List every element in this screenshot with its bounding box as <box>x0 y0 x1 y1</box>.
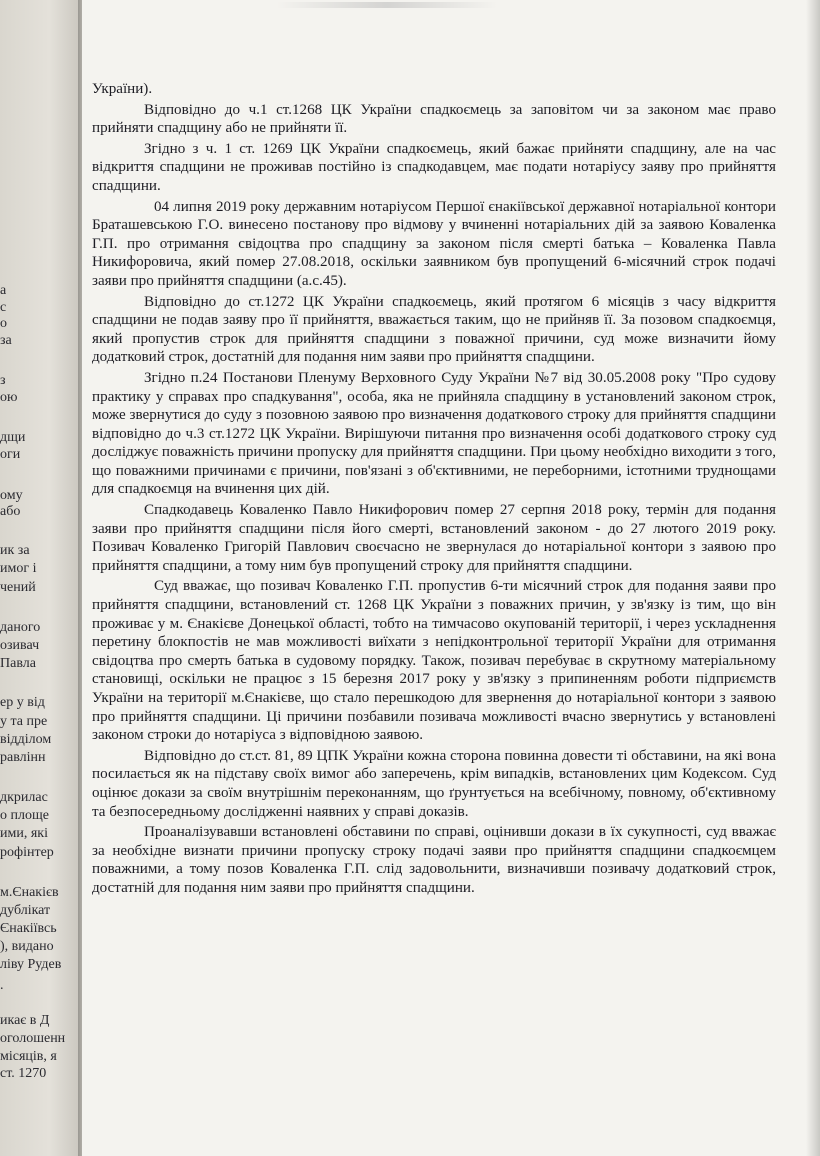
under-page-fragment: ст. 1270 <box>0 1066 47 1081</box>
paragraph: Відповідно до ч.1 ст.1268 ЦК України спадкоємець за заповітом чи за законом має право прийняти спадщину або не прийняти її. <box>92 101 776 137</box>
paragraph: Відповідно до ст.ст. 81, 89 ЦПК України кожна сторона повинна довести ті обставини, на які вона посилається як на підставу своїх вимог або заперечень, крім випадків, встановлених цим Кодексом. Суд оцінює докази за своїм внутрішнім переконанням, що ґрунтується на всебічному, повному, об'єктивному та безпосередньому дослідженні наявних у справі доказів. <box>92 747 776 820</box>
under-page-fragment: ому <box>0 488 23 503</box>
paragraph-continuation: України). <box>92 81 153 97</box>
under-page-fragment: дкрилас <box>0 790 48 805</box>
paragraph: Відповідно до ст.1272 ЦК України спадкоємець, який протягом 6 місяців з часу відкриття спадщини не подав заяву про її прийняття, вважається таким, що не прийняв її. За позовом спадкоємця, який пропустив строк для прийняття спадщини з поважної причини, суд може визначити йому додатковий строк, достатній для подання ним заяви про прийняття спадщини. <box>92 293 776 366</box>
underlying-page-edge <box>0 0 82 1156</box>
under-page-fragment: ик за <box>0 543 30 558</box>
paragraph: Проаналізувавши встановлені обставини по справі, оцінивши докази в їх сукупності, суд вважає за необхідне визнати причини пропуску строку подачі заяви про прийняття спадщини спадкоємцем поважними, а тому позов Коваленка Г.П. слід задовольнити, визначивши позивачу додатковий строк, достатній для подання ним заяви про прийняття спадщини. <box>92 824 776 896</box>
document-body <box>92 80 776 900</box>
under-page-fragment: чений <box>0 580 36 595</box>
under-page-fragment: озивач <box>0 638 40 653</box>
paragraph: Спадкодавець Коваленко Павло Никифорович помер 27 серпня 2018 року, термін для подання заяви про прийняття спадщини після його смерті, встановлений законом - до 27 лютого 2019 року. Позивач Коваленко Григорій Павлович своєчасно не звернулася до нотаріальної контори з заявою про прийняття спадщини, а тому ним був пропущений строку для прийняття спадщини. <box>92 502 776 574</box>
under-page-fragment: дщи <box>0 430 26 445</box>
under-page-fragment: місяців, я <box>0 1049 57 1064</box>
under-page-fragment: о площе <box>0 808 49 823</box>
under-page-fragment: равлінн <box>0 750 46 765</box>
under-page-fragment: ер у від <box>0 695 45 710</box>
under-page-fragment: відділом <box>0 732 52 747</box>
under-page-fragment: Єнакіївсь <box>0 921 57 936</box>
under-page-fragment: у та пре <box>0 714 48 729</box>
under-page-fragment: ими, які <box>0 826 48 841</box>
under-page-fragment: имог і <box>0 561 37 576</box>
page-right-edge <box>806 0 820 1156</box>
paragraph: Суд вважає, що позивач Коваленко Г.П. пропустив 6-ти місячний строк для подання заяви про прийняття спадщини, встановлений ст. 1268 ЦК України з поважних причин, у зв'язку із тим, що він проживає у м. Єнакієве Донецької області, тобто на тимчасово окупованій території, і через ускладнення перетину блокпостів не мав можливості виїхати з непідконтрольної території України для отримання свідоцтва про смерть батька в судовому порядку. Також, позивач перебуває в скрутному матеріальному становищі, оскільки не працює з 15 березня 2017 року у зв'язку з припиненням роботи підприємств України на території м.Єнакієве, що стало перешкодою для звернення до нотаріальної контори з заявою про прийняття спадщини. Ці причини позбавили позивача можливості вчасно звернутись у встановлені законом строки до нотаріуса з відповідною заявою. <box>92 578 776 744</box>
under-page-fragment: дублікат <box>0 903 51 918</box>
under-page-fragment: . <box>0 978 4 993</box>
under-page-fragment: с <box>0 300 7 315</box>
under-page-fragment: даного <box>0 620 41 635</box>
under-page-fragment: оголошенн <box>0 1031 66 1046</box>
under-page-fragment: оги <box>0 447 21 462</box>
under-page-fragment: Павла <box>0 656 36 671</box>
under-page-fragment: за <box>0 333 12 348</box>
scan-mark <box>277 2 497 8</box>
document-page <box>82 0 820 1156</box>
under-page-fragment: а <box>0 283 7 298</box>
under-page-fragment: ою <box>0 390 18 405</box>
under-page-fragment: о <box>0 316 7 331</box>
paragraph: Згідно п.24 Постанови Пленуму Верховного Суду України №7 від 30.05.2008 року "Про судову практику у справах про спадкування", особа, яка не прийняла спадщину в установлений законом строк, може звернутися до суду з позовною заявою про визначення додаткового строку для прийняття спадщини відповідно до ч.3 ст.1272 ЦК України. Вирішуючи питання про визначення особі додаткового строку суд досліджує поважність причини пропуску для прийняття спадщини. При цьому необхідно виходити з того, що поважними причинами є причини, пов'язані з об'єктивними, не переборними, істотними труднощами для спадкоємця на вчинення цих дій. <box>92 369 777 498</box>
under-page-fragment: ліву Рудев <box>0 957 62 972</box>
under-page-fragment: з <box>0 373 6 388</box>
under-page-fragment: рофінтер <box>0 845 54 860</box>
paragraph: 04 липня 2019 року державним нотаріусом Першої єнакіївської державної нотаріальної контори Браташевською Г.О. винесено постанову про відмову у вчиненні нотаріальних дій за заявою Коваленка Г.П. про отримання свідоцтва про спадщину за законом після смерті батька – Коваленка Павла Никифоровича, який помер 27.08.2018, оскільки заявником був пропущений 6-місячний строк подачі заяви про прийняття спадщини (а.с.45). <box>92 198 776 289</box>
under-page-fragment: икає в Д <box>0 1013 50 1028</box>
paragraph: Згідно з ч. 1 ст. 1269 ЦК України спадкоємець, який бажає прийняти спадщину, але на час відкриття спадщини не проживав постійно із спадкодавцем, має подати нотаріусу заяву про прийняття спадщини. <box>92 140 776 194</box>
under-page-fragment: ), видано <box>0 939 54 954</box>
under-page-fragment: м.Єнакієв <box>0 885 59 900</box>
under-page-fragment: або <box>0 504 21 519</box>
